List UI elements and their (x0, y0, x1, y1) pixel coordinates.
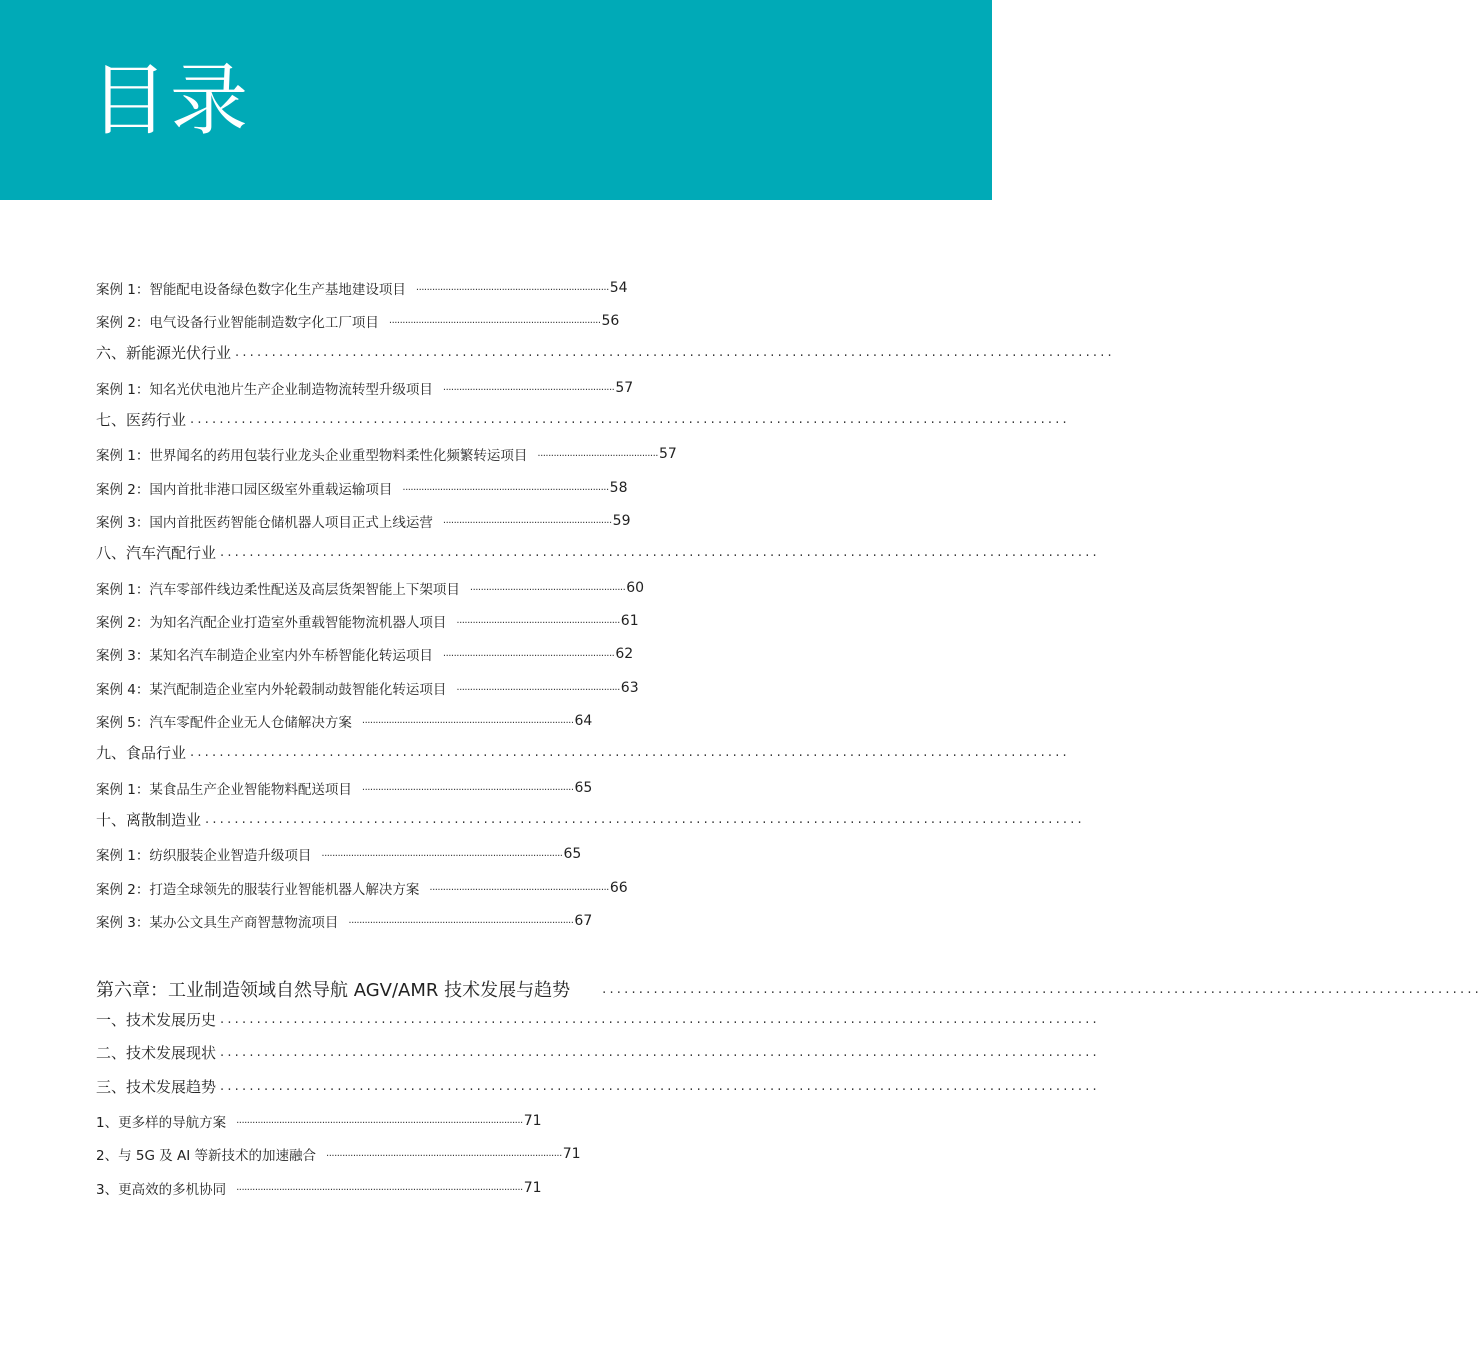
toc-item-entry[interactable] (96, 1177, 992, 1199)
toc-entry-title: 二、技术发展现状 (96, 1043, 217, 1062)
dot-leader: ........................................................................................................................ (190, 744, 1070, 760)
toc-item-entry[interactable] (96, 1143, 992, 1165)
dot-leader: ........................................................................................................................ (220, 544, 1100, 560)
toc-item-entry[interactable] (96, 577, 992, 599)
dot-leader: ............................................................. (456, 615, 620, 626)
toc-page-number: 57 (658, 446, 677, 462)
dot-leader: ........................................................................................................... (236, 1115, 523, 1126)
toc-entry-title: 七、医药行业 (96, 410, 187, 429)
toc-entry-title: 三、技术发展趋势 (96, 1077, 217, 1096)
toc-page-number: 71 (523, 1180, 542, 1196)
toc-entry-title: 案例 1：智能配电设备绿色数字化生产基地建设项目 (96, 282, 406, 298)
toc-entry-title: 一、技术发展历史 (96, 1010, 217, 1029)
toc-item-entry[interactable] (96, 477, 992, 499)
toc-page-number: 60 (626, 580, 645, 596)
toc-item-entry[interactable] (96, 377, 992, 399)
toc-section-entry[interactable] (96, 1041, 1100, 1063)
toc-item-entry[interactable] (96, 310, 992, 332)
toc-entry-title: 1、更多样的导航方案 (96, 1115, 227, 1131)
toc-entry-title: 案例 1：世界闻名的药用包装行业龙头企业重型物料柔性化频繁转运项目 (96, 448, 528, 464)
toc-page-number: 57 (615, 380, 634, 396)
toc-entry-title: 八、汽车汽配行业 (96, 543, 217, 562)
dot-leader: ........................................................................................................... (236, 1182, 523, 1193)
toc-entry-title: 案例 2：电气设备行业智能制造数字化工厂项目 (96, 315, 379, 331)
toc-item-entry[interactable] (96, 277, 992, 299)
dot-leader: ............................................................. (456, 682, 620, 693)
toc-page-number: 64 (574, 713, 593, 729)
toc-section-entry[interactable] (96, 541, 1100, 563)
toc-page-number: 54 (609, 280, 628, 296)
toc-page-number: 71 (562, 1146, 581, 1162)
toc-entry-title: 案例 2：国内首批非港口园区级室外重载运输项目 (96, 482, 393, 498)
toc-item-entry[interactable] (96, 710, 992, 732)
toc-section-entry[interactable] (96, 741, 1070, 763)
toc-entry-title: 案例 3：某办公文具生产商智慧物流项目 (96, 915, 339, 931)
toc-item-entry[interactable] (96, 1110, 992, 1132)
dot-leader: ............................................................................. (402, 482, 609, 493)
toc-entry-title: 第六章：工业制造领域自然导航 AGV/AMR 技术发展与趋势 (96, 980, 571, 1001)
toc-item-entry[interactable] (96, 443, 992, 465)
toc-section-entry[interactable] (96, 1075, 1100, 1097)
toc-page-number: 65 (563, 846, 582, 862)
dot-leader: ................................................................ (442, 648, 615, 659)
toc-item-entry[interactable] (96, 910, 992, 932)
toc-entry-title: 案例 1：知名光伏电池片生产企业制造物流转型升级项目 (96, 382, 433, 398)
toc-section-entry[interactable] (96, 808, 1085, 830)
dot-leader: ............................................................... (442, 515, 612, 526)
toc-chapter-entry[interactable] (96, 976, 1482, 1002)
dot-leader: ............................................................................... (388, 315, 601, 326)
toc-item-entry[interactable] (96, 643, 992, 665)
toc-entry-title: 案例 5：汽车零配件企业无人仓储解决方案 (96, 715, 352, 731)
toc-entry-title: 九、食品行业 (96, 743, 187, 762)
toc-entry-title: 案例 3：国内首批医药智能仓储机器人项目正式上线运营 (96, 515, 433, 531)
dot-leader: ........................................................................................................................ (235, 344, 1115, 360)
toc-page-number: 59 (612, 513, 631, 529)
toc-page-number: 71 (523, 1113, 542, 1129)
toc-section-entry[interactable] (96, 341, 1115, 363)
dot-leader: ........................................................................................................................ (220, 1044, 1100, 1060)
toc-page-number: 56 (601, 313, 620, 329)
dot-leader: .......................................................................................... (321, 848, 563, 859)
toc-section-entry[interactable] (96, 408, 1070, 430)
toc-entry-title: 案例 2：打造全球领先的服装行业智能机器人解决方案 (96, 882, 420, 898)
dot-leader: ............................................................................... (361, 715, 574, 726)
dot-leader: ........................................................................................................................ (220, 1078, 1100, 1094)
toc-entry-title: 案例 1：某食品生产企业智能物料配送项目 (96, 782, 352, 798)
dot-leader: .......................................................... (469, 582, 626, 593)
page-title: 目录 (90, 56, 251, 146)
dot-leader: ............................................. (537, 448, 658, 459)
toc-entry-title: 3、更高效的多机协同 (96, 1182, 227, 1198)
dot-leader: ................................................................ (442, 382, 615, 393)
dot-leader: ........................................................................................................................ (205, 811, 1085, 827)
toc-entry-title: 案例 1：汽车零部件线边柔性配送及高层货架智能上下架项目 (96, 582, 460, 598)
dot-leader: ........................................................................ (415, 282, 609, 293)
toc-page-number: 63 (620, 680, 639, 696)
dot-leader: ........................................................................................ (326, 1148, 562, 1159)
toc-section-entry[interactable] (96, 1008, 1100, 1030)
toc-entry-title: 十、离散制造业 (96, 810, 202, 829)
toc-item-entry[interactable] (96, 677, 992, 699)
toc-entry-title: 2、与 5G 及 AI 等新技术的加速融合 (96, 1148, 317, 1164)
toc-page-number: 65 (574, 780, 593, 796)
toc-entry-title: 案例 1：纺织服装企业智造升级项目 (96, 848, 312, 864)
toc-page-number: 62 (615, 646, 634, 662)
dot-leader: ........................................................................................................................ (220, 1011, 1100, 1027)
toc-page-number: 67 (574, 913, 593, 929)
toc-entry-title: 案例 4：某汽配制造企业室内外轮毂制动鼓智能化转运项目 (96, 682, 447, 698)
toc-page-number: 61 (620, 613, 639, 629)
toc-entry-title: 六、新能源光伏行业 (96, 343, 232, 362)
dot-leader: ................................................................... (429, 882, 609, 893)
toc-item-entry[interactable] (96, 843, 992, 865)
dot-leader: ........................................................................................................................ (602, 981, 1482, 997)
dot-leader: .................................................................................... (348, 915, 574, 926)
dot-leader: ............................................................................... (361, 782, 574, 793)
toc-item-entry[interactable] (96, 510, 992, 532)
toc-item-entry[interactable] (96, 610, 992, 632)
toc-page-number: 66 (609, 880, 628, 896)
toc-item-entry[interactable] (96, 777, 992, 799)
dot-leader: ........................................................................................................................ (190, 411, 1070, 427)
toc-entry-title: 案例 3：某知名汽车制造企业室内外车桥智能化转运项目 (96, 648, 433, 664)
toc-page-number: 58 (609, 480, 628, 496)
toc-entry-title: 案例 2：为知名汽配企业打造室外重载智能物流机器人项目 (96, 615, 447, 631)
toc-item-entry[interactable] (96, 877, 992, 899)
